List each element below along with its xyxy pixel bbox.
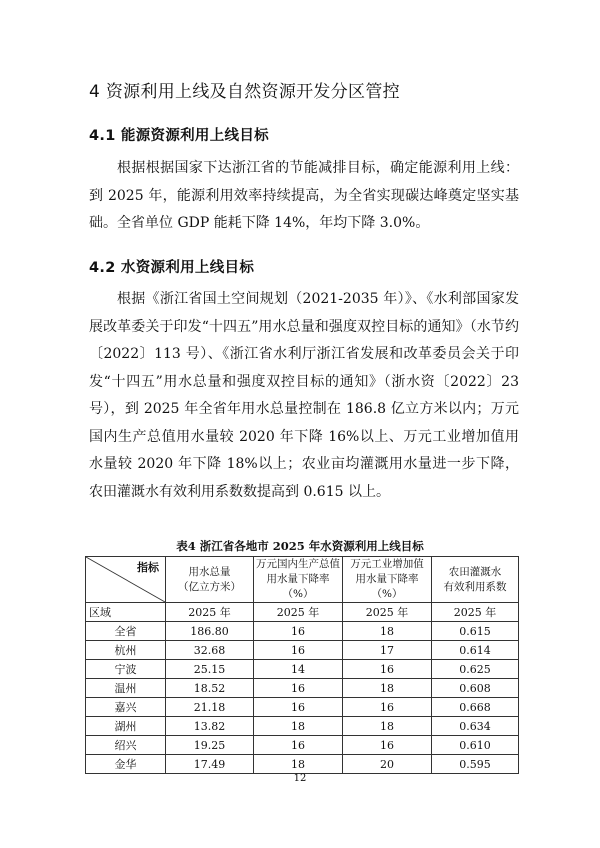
value-cell: 16 <box>254 679 343 698</box>
value-cell: 0.634 <box>432 717 519 736</box>
corner-label-region: 区域 <box>86 603 166 622</box>
value-cell: 16 <box>343 698 432 717</box>
section-title: 4 资源利用上线及自然资源开发分区管控 <box>89 82 400 102</box>
column-header: 万元国内生产总值 用水量下降率（%） <box>254 557 343 603</box>
value-cell: 19.25 <box>166 736 254 755</box>
table-row <box>86 736 519 755</box>
subsection-title-energy: 4.1 能源资源利用上线目标 <box>89 128 269 144</box>
value-cell: 18 <box>254 717 343 736</box>
year-cell: 2025 年 <box>343 603 432 622</box>
region-cell: 嘉兴 <box>86 698 166 717</box>
value-cell: 21.18 <box>166 698 254 717</box>
value-cell: 20 <box>343 755 432 774</box>
year-cell: 2025 年 <box>254 603 343 622</box>
value-cell: 0.615 <box>432 622 519 641</box>
region-cell: 温州 <box>86 679 166 698</box>
table-row <box>86 717 519 736</box>
table-year-row <box>86 603 519 622</box>
value-cell: 0.625 <box>432 660 519 679</box>
region-cell: 金华 <box>86 755 166 774</box>
region-cell: 全省 <box>86 622 166 641</box>
value-cell: 25.15 <box>166 660 254 679</box>
value-cell: 0.610 <box>432 736 519 755</box>
region-cell: 宁波 <box>86 660 166 679</box>
region-cell: 绍兴 <box>86 736 166 755</box>
table-row <box>86 755 519 774</box>
value-cell: 18.52 <box>166 679 254 698</box>
region-cell: 湖州 <box>86 717 166 736</box>
page-number: 12 <box>293 773 307 784</box>
table-corner-cell <box>86 557 166 603</box>
value-cell: 17 <box>343 641 432 660</box>
value-cell: 0.608 <box>432 679 519 698</box>
column-header: 用水总量 （亿立方米） <box>166 557 254 603</box>
column-header: 万元工业增加值 用水量下降率（%） <box>343 557 432 603</box>
value-cell: 0.614 <box>432 641 519 660</box>
value-cell: 186.80 <box>166 622 254 641</box>
value-cell: 17.49 <box>166 755 254 774</box>
value-cell: 16 <box>254 698 343 717</box>
value-cell: 18 <box>343 679 432 698</box>
table-row <box>86 698 519 717</box>
value-cell: 18 <box>254 755 343 774</box>
value-cell: 0.668 <box>432 698 519 717</box>
value-cell: 16 <box>254 641 343 660</box>
value-cell: 14 <box>254 660 343 679</box>
value-cell: 32.68 <box>166 641 254 660</box>
region-cell: 杭州 <box>86 641 166 660</box>
value-cell: 16 <box>254 736 343 755</box>
value-cell: 18 <box>343 717 432 736</box>
water-target-table <box>85 556 519 774</box>
column-header: 农田灌溉水 有效利用系数 <box>432 557 519 603</box>
subsection-title-water: 4.2 水资源利用上线目标 <box>89 260 255 276</box>
value-cell: 16 <box>343 660 432 679</box>
table-row <box>86 641 519 660</box>
table-row <box>86 679 519 698</box>
year-cell: 2025 年 <box>432 603 519 622</box>
value-cell: 0.595 <box>432 755 519 774</box>
value-cell: 18 <box>343 622 432 641</box>
value-cell: 13.82 <box>166 717 254 736</box>
table-row <box>86 622 519 641</box>
value-cell: 16 <box>343 736 432 755</box>
table-row <box>86 660 519 679</box>
corner-label-indicator: 指标 <box>137 561 159 574</box>
paragraph-water: 根据《浙江省国土空间规划（2021-2035 年）》、《水利部国家发展改革委关于印发“十四五”用水总量和强度双控目标的通知》（水节约〔2022〕113 号）、《浙江省水利厅浙江省发展和改革委员会关于印发“十四五”用水总量和强度双控目标的通知》（浙水资〔2022〕23 号），到 2025 年全省年用水总量控制在 186.8 亿立方米以内；万元国内生产总值用水量较 2020 年下降 16%以上、万元工业增加值用水量较 2020 年下降 18%以上；农业亩均灌溉用水量进一步下降，农田灌溉水有效利用系数数提高到 0.615 以上。 <box>89 291 519 500</box>
year-cell: 2025 年 <box>166 603 254 622</box>
table-caption: 表4 浙江省各地市 2025 年水资源利用上线目标 <box>176 539 424 553</box>
paragraph-energy: 根据根据国家下达浙江省的节能减排目标，确定能源利用上线：到 2025 年，能源利用效率持续提高，为全省实现碳达峰奠定坚实基础。全省单位 GDP 能耗下降 14%，年均下降 3.0%。 <box>89 160 519 231</box>
value-cell: 16 <box>254 622 343 641</box>
